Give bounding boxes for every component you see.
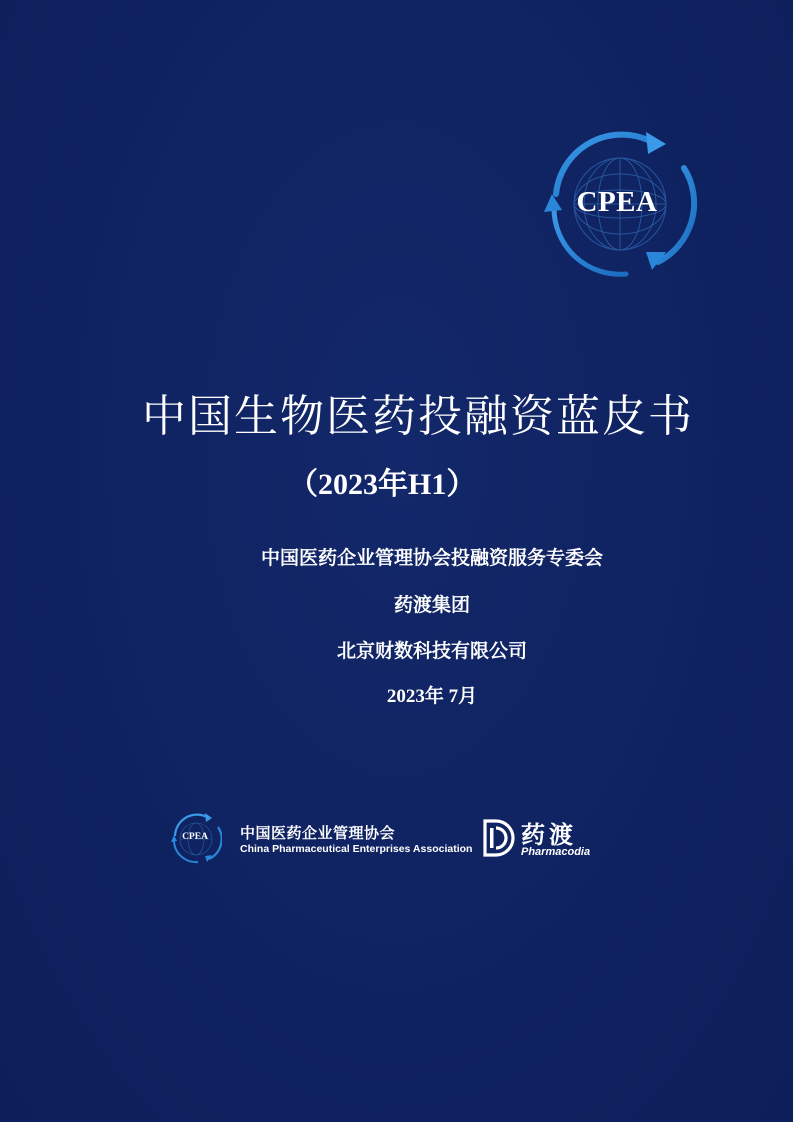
pharmacodia-name-en: Pharmacodia [521, 846, 591, 858]
cpea-small-label: CPEA [182, 832, 208, 842]
organization-line: 药渡集团 [393, 594, 470, 616]
association-name-cn: 中国医药企业管理协会 [240, 824, 396, 842]
pharmacodia-d-logo-icon [477, 819, 515, 857]
page-subtitle: （2023年H1） [288, 468, 477, 501]
pharmacodia-logo [477, 819, 515, 857]
association-name-en: China Pharmaceutical Enterprises Association [240, 843, 473, 855]
publish-date: 2023年 7月 [386, 686, 478, 707]
pharmacodia-name-cn: 药渡 [521, 821, 577, 849]
organization-line: 北京财数科技有限公司 [336, 640, 527, 662]
emblem-label: CPEA [576, 186, 658, 218]
cpea-small-logo [168, 812, 222, 864]
page-title: 中国生物医药投融资蓝皮书 [142, 391, 694, 442]
cpea-emblem [534, 124, 700, 278]
organization-line: 中国医药企业管理协会投融资服务专委会 [260, 547, 603, 569]
